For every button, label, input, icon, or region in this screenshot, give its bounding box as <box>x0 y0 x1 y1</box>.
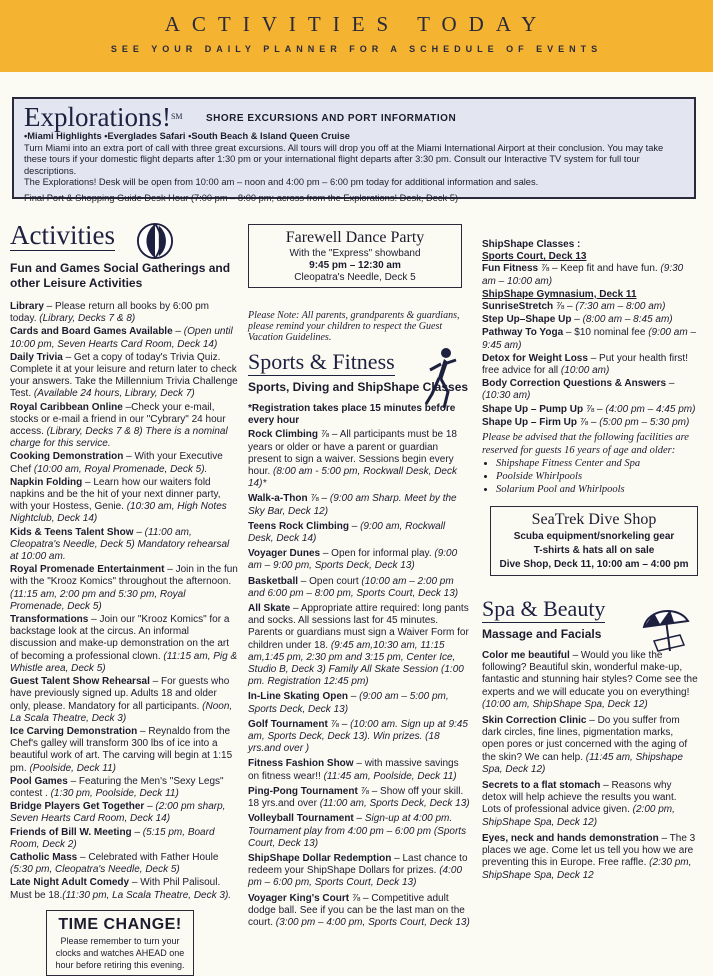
spa-subtitle: Massage and Facials <box>482 627 602 642</box>
item-name: Eyes, neck and hands demonstration <box>482 832 659 844</box>
explorations-body-2: The Explorations! Desk will be open from 10:00 am – noon and 4:00 pm – 6:00 pm today for additional information and sales. <box>24 177 539 188</box>
list-item <box>248 786 470 810</box>
item-info: (10:00 am. Sign up at 9:45 am, Sports Deck, Deck 13). Win prizes. (18 yrs.and over ) <box>248 718 468 755</box>
item-name: Body Correction Questions & Answers <box>482 378 667 390</box>
facilities-list <box>482 457 698 496</box>
item-info: (1:30 pm, Poolside, Deck 11) <box>47 787 179 799</box>
item-info: (4:00 pm – 4:45 pm) <box>605 403 696 415</box>
item-text: – The 3 places we age. Come let us tell you how we are preventing this in Europe. Free raffle. <box>482 832 696 869</box>
item-info: (10:00 am) <box>558 365 610 377</box>
item-name: SunriseStretch <box>482 301 554 313</box>
item-text: – $10 nominal fee <box>563 327 646 339</box>
item-name: Shape Up – Pump Up <box>482 403 584 415</box>
seatrek-title: SeaTrek Dive Shop <box>531 511 657 529</box>
item-text: – Celebrated with Father Houle <box>77 851 219 863</box>
item-info: (2:30 pm, ShipShape Spa, Deck 12 <box>482 857 692 881</box>
item-text: – Open for informal play. <box>320 548 432 560</box>
item-name: Ping-Pong Tournament <box>248 785 358 797</box>
list-item <box>10 301 238 325</box>
item-name: Royal Promenade Entertainment <box>10 564 165 576</box>
list-item <box>248 521 470 545</box>
list-item <box>10 564 238 613</box>
item-text: – With your Executive Chef <box>10 451 223 475</box>
item-info: (4:00 pm – 6:00 pm, Sports Court, Deck 13) <box>248 865 463 889</box>
item-info: (9:00 am – 9:00 pm, Sports Deck, Deck 13) <box>248 548 458 572</box>
list-item <box>10 827 238 851</box>
item-info: Sign-up at 4:00 pm. Tournament play from 4:00 pm – 6:00 pm (Sports Court, Deck 13) <box>248 813 467 849</box>
shipshape-title: ShipShape Classes : <box>482 239 581 250</box>
item-name: Skin Correction Clinic <box>482 715 587 727</box>
item-name: Golf Tournament <box>248 718 328 730</box>
shipshape-column <box>482 239 698 886</box>
list-item <box>10 402 238 451</box>
item-text: – <box>131 826 143 838</box>
list-item <box>10 877 238 901</box>
list-item <box>10 726 238 775</box>
item-text: – with massive savings on fitness wear!! <box>248 758 459 782</box>
item-name: Catholic Mass <box>10 851 78 863</box>
facility-item: • Poolside Whirlpools <box>496 470 698 483</box>
item-info: (10:00 am, Royal Promenade, Deck 5). <box>31 463 208 475</box>
item-name: Voyager King's Court <box>248 892 350 904</box>
list-item <box>10 326 238 350</box>
list-item <box>248 493 470 517</box>
item-text: – Please return all books by 6:00 pm today. <box>10 301 209 325</box>
list-item <box>10 776 238 800</box>
explorations-brand: Explorations!℠ <box>24 102 183 132</box>
sports-subtitle: Sports, Diving and ShipShape Classes <box>248 380 469 394</box>
item-text: – For guests who have previously signed up. Adults 18 and older only, please. Mandatory for all participants. <box>10 676 230 712</box>
item-info: (10:00 am, ShipShape Spa, Deck 12) <box>482 698 648 710</box>
registration-note: *Registration takes place 15 minutes before every hour <box>248 403 456 427</box>
activities-subtitle: Fun and Games Social Gatherings and other Leisure Activities <box>10 261 231 290</box>
page-subtitle: SEE YOUR DAILY PLANNER FOR A SCHEDULE OF EVENTS <box>110 44 603 54</box>
item-name: Color me beautiful <box>482 650 570 662</box>
item-text: ⅞ – All participants must be 18 years or older or have a parent or guardian present to sign a waiver. Sessions begin every hour. <box>248 429 457 478</box>
item-text: – <box>172 326 184 338</box>
item-info: (Library, Decks 7 & 8) <box>36 313 136 325</box>
list-item <box>482 314 698 326</box>
sports-column <box>248 224 470 932</box>
item-info: (8:00 am - 5:00 pm, Rockwall Desk, Deck 14)* <box>248 466 457 490</box>
item-info: (5:15 pm, Board Room, Deck 2) <box>10 826 215 850</box>
time-change-box <box>46 910 194 976</box>
page-title: ACTIVITIES TODAY <box>164 12 549 36</box>
shipshape-location-1: Sports Court, Deck 13 <box>482 251 587 263</box>
list-item <box>482 301 698 313</box>
item-text: – Learn how our waiters fold napkins and be the hit of your next dinner party, with your Hostess, Genie. <box>10 476 221 513</box>
activities-list <box>10 301 238 902</box>
item-text: – <box>666 378 675 390</box>
header-banner <box>0 0 713 72</box>
list-item <box>10 352 238 401</box>
item-name: Friends of Bill W. Meeting <box>10 826 132 838</box>
list-item <box>482 327 698 351</box>
seatrek-line-2: T-shirts & hats all on sale <box>533 545 655 557</box>
facility-item: • Shipshape Fitness Center and Spa <box>496 457 698 470</box>
farewell-line: With the "Express" showband <box>289 248 421 259</box>
item-info: (2:00 pm sharp, Seven Hearts Card Room, Deck 14) <box>10 801 226 825</box>
list-item <box>10 801 238 825</box>
seatrek-line-3: Dive Shop, Deck 11, 10:00 am – 4:00 pm <box>499 559 689 571</box>
item-info: (10:30 am) <box>482 390 531 402</box>
item-info: (7:30 am – 8:00 am) <box>575 301 666 313</box>
farewell-time: 9:45 pm – 12:30 am <box>309 260 401 271</box>
explorations-box <box>12 97 696 203</box>
item-name: Voyager Dunes <box>248 548 321 560</box>
item-name: ShipShape Dollar Redemption <box>248 852 392 864</box>
parents-note: Please Note: All parents, grandparents & guardians, please remind your children to respect the Guest Vacation Guidelines. <box>248 310 460 343</box>
list-item <box>10 451 238 475</box>
item-text: ⅞ – <box>307 493 330 505</box>
item-text: – Appropriate attire required: long pants and socks. All sessions last for 45 minutes. Parents or guardians must sign a Waiver Form for children under 18. <box>248 603 469 651</box>
list-item <box>248 813 470 850</box>
item-text: – With Phil Palisoul. Must be 18. <box>10 877 221 901</box>
item-info: (2:00 pm, ShipShape Spa, Deck 12) <box>482 804 675 828</box>
item-name: Walk-a-Thon <box>248 493 308 505</box>
list-item <box>482 833 698 882</box>
spa-title: Spa & Beauty <box>482 596 606 622</box>
item-name: Napkin Folding <box>10 476 83 488</box>
explorations-heading: SHORE EXCURSIONS AND PORT INFORMATION <box>206 113 457 124</box>
item-text: – <box>133 526 145 538</box>
item-name: Fun Fitness <box>482 263 539 275</box>
item-info: (9:00 am – 9:45 am) <box>482 327 697 351</box>
sports-title: Sports & Fitness <box>248 349 395 374</box>
farewell-venue: Cleopatra's Needle, Deck 5 <box>294 272 416 283</box>
item-name: Teens Rock Climbing <box>248 520 349 532</box>
item-text: ⅞ – Keep fit and have fun. <box>538 263 658 275</box>
activities-column <box>10 220 238 976</box>
item-text: – <box>348 691 360 703</box>
explorations-body-3: Final Port & Shopping Guide Desk Hour (7:00 pm – 8:00 pm; across from the Explorations! Desk, Deck 5) <box>24 192 459 203</box>
shipshape-location-2: ShipShape Gymnasium, Deck 11 <box>482 288 637 300</box>
item-name: Volleyball Tournament <box>248 813 354 825</box>
list-item <box>10 852 238 876</box>
item-text: – Join in the fun with the "Krooz Komics" throughout the afternoon. <box>10 564 238 588</box>
item-info: (9:30 am – 10:00 am) <box>482 263 684 287</box>
facilities-advisory: Please be advised that the following facilities are reserved for guests 16 years of age and older: <box>482 432 689 457</box>
list-item <box>248 719 470 756</box>
item-name: Cooking Demonstration <box>10 451 124 463</box>
item-name: Pool Games <box>10 775 68 787</box>
item-info: (11:15 am, 2:00 pm and 5:30 pm, Royal Promenade, Deck 5) <box>10 588 186 612</box>
list-item <box>482 263 698 287</box>
list-item <box>248 758 470 782</box>
item-info: (3:00 pm – 4:00 pm, Sports Court, Deck 13) <box>273 916 470 928</box>
item-name: Ice Carving Demonstration <box>10 725 138 737</box>
seatrek-line-1: Scuba equipment/snorkeling gear <box>513 531 675 543</box>
item-name: Basketball <box>248 575 299 587</box>
list-item <box>248 893 470 930</box>
list-item <box>10 527 238 564</box>
list-item <box>10 477 238 526</box>
item-text: ⅞ – <box>327 718 351 730</box>
list-item <box>10 614 238 675</box>
spa-list <box>482 650 698 882</box>
item-info: (5:00 pm – 5:30 pm) <box>599 416 690 428</box>
list-item <box>482 650 698 711</box>
activities-title: Activities <box>10 220 115 250</box>
item-name: Shape Up – Firm Up <box>482 416 578 428</box>
time-change-title: TIME CHANGE! <box>58 915 182 933</box>
item-name: Secrets to a flat stomach <box>482 780 601 792</box>
item-name: Royal Caribbean Online <box>10 401 123 413</box>
item-info: (Poolside, Deck 11) <box>26 762 116 774</box>
list-item <box>482 404 698 416</box>
item-name: Transformations <box>10 614 89 626</box>
time-change-text: Please remember to turn your clocks and watches AHEAD one hour before retiring this evening. <box>55 935 185 970</box>
item-text: ⅞ – <box>553 301 576 313</box>
item-text: ⅞ – <box>577 416 600 428</box>
item-name: Library <box>10 301 44 312</box>
item-info: (Noon, La Scala Theatre, Deck 3) <box>10 700 233 724</box>
list-item <box>248 691 470 715</box>
item-info: (5:30 pm, Cleopatra's Needle, Deck 5) <box>10 864 180 876</box>
item-name: Pathway To Yoga <box>482 327 564 339</box>
farewell-title: Farewell Dance Party <box>285 229 425 246</box>
item-text: – Get a copy of today's Trivia Quiz. Complete it at your leisure and return later to check your answers. Take the Millennium Trivia Challenge Test. <box>10 351 238 400</box>
item-info: (11:15 am, Pig & Whistle area, Deck 5) <box>10 650 238 674</box>
item-text: ⅞ – <box>583 403 606 415</box>
item-text: – <box>571 314 583 326</box>
item-name: Rock Climbing <box>248 429 319 441</box>
item-text: – Featuring the Men's "Sexy Legs" contest . <box>10 775 224 799</box>
item-text: – <box>144 801 156 813</box>
explorations-highlights: •Miami Highlights •Everglades Safari •South Beach & Island Queen Cruise <box>24 131 350 141</box>
item-name: Step Up–Shape Up <box>482 314 572 326</box>
item-text: ⅞ – Competitive adult dodge ball. See if you can be the last man on the court. <box>248 892 465 928</box>
item-text: – <box>348 520 361 532</box>
item-text: – Join our "Krooz Komics" for a backstage look at the circus. An informal discussion and make-up demonstration on the art of becoming a professional clown. <box>10 614 230 662</box>
item-text: –Check your e-mail, stocks or e-mail a friend in our "Cybrary" 24 hour access. <box>10 401 226 438</box>
item-info: (Library, Decks 7 & 8) There is a nominal charge for this service. <box>10 426 228 450</box>
item-name: All Skate <box>248 603 291 615</box>
item-name: Fitness Fashion Show <box>248 758 354 770</box>
list-item <box>482 353 698 377</box>
item-name: In-Line Skating Open <box>248 691 349 703</box>
list-item <box>482 715 698 776</box>
item-info: (11:45 am, Shipshape Spa, Deck 12) <box>482 751 683 775</box>
list-item <box>248 603 470 688</box>
item-info: (11:00 am, Cleopatra's Needle, Deck 5) Mandatory rehearsal at 10:00 am. <box>10 526 230 563</box>
item-info: (8:00 am – 8:45 am) <box>582 314 673 326</box>
item-text: – Reynaldo from the Chef's galley will transform 300 lbs of ice into a beautiful work of art. The carving will begin at 1:15 pm. <box>10 725 233 774</box>
shipshape-list-1 <box>482 263 698 287</box>
list-item <box>248 548 470 572</box>
farewell-box <box>248 224 462 288</box>
item-text: – Do you suffer from dark circles, fine lines, pigmentation marks, open pores or just concerned with the aging of the skin? We can help. <box>482 715 688 763</box>
item-name: Detox for Weight Loss <box>482 352 588 364</box>
item-text: – <box>353 813 365 825</box>
item-text: – Reasons why detox will help achieve the results you want. Lots of professional advice given. <box>482 780 677 816</box>
item-info: (11:00 am, Sports Deck, Deck 13) <box>316 798 470 810</box>
item-info: (9:00 am, Rockwall Desk, Deck 14) <box>248 520 446 545</box>
beach-ball-icon <box>136 222 174 260</box>
item-name: Kids & Teens Talent Show <box>10 526 134 538</box>
item-info: (10:30 am, High Notes Nightclub, Deck 14) <box>10 501 227 525</box>
item-name: Cards and Board Games Available <box>10 326 173 338</box>
list-item <box>248 853 470 890</box>
list-item <box>482 378 698 402</box>
item-info: (11:30 pm, La Scala Theatre, Deck 3). <box>62 889 232 901</box>
item-text: – Would you like the following? Beautiful skin, wonderful make-up, fantastic and stunning hair styles? Come see the experts and we will educate you on everything! <box>482 650 698 698</box>
seatrek-box <box>490 506 698 576</box>
item-text: – Put your health first! free advice for all <box>482 352 688 377</box>
item-text: – Last chance to redeem your ShipShape Dollars for prizes. <box>248 852 468 877</box>
facility-item: • Solarium Pool and Whirlpools <box>496 483 698 496</box>
runner-icon <box>422 346 462 412</box>
item-info: (Open until 10:00 pm, Seven Hearts Card Room, Deck 14) <box>10 326 233 350</box>
item-info: (9:00 am Sharp. Meet by the Sky Bar, Deck 12) <box>248 493 457 517</box>
list-item <box>482 417 698 429</box>
item-name: Daily Trivia <box>10 351 63 363</box>
item-name: Late Night Adult Comedy <box>10 877 130 889</box>
item-text: – Open court <box>298 575 359 587</box>
item-name: Guest Talent Show Rehearsal <box>10 676 150 688</box>
sports-list <box>248 429 470 929</box>
list-item <box>10 676 238 725</box>
item-info: (9:45 am,10:30 am, 11:15 am,1:45 pm, 2:30 pm and 3:15 pm, Center Ice, Studio B, Deck 3) Family All Skate Session (1:00 pm. Registration 12:45 pm) <box>248 639 464 688</box>
item-info: (11:45 am, Poolside, Deck 11) <box>320 770 457 782</box>
explorations-body-1: Turn Miami into an extra port of call with three great excursions. All tours will drop you off at the Miami International Airport at their conclusion. You may take these tours if your domestic flight departs after 1:30 pm or your international flight departs after 3:30 pm. Consult our Interactive TV system for full tour descriptions. <box>24 142 664 176</box>
shipshape-list-2 <box>482 301 698 429</box>
list-item <box>248 429 470 490</box>
umbrella-icon <box>640 605 692 653</box>
item-info: (Available 24 hours, Library, Deck 7) <box>31 388 195 400</box>
list-item <box>482 780 698 829</box>
item-text: ⅞ – Show off your skill. 18 yrs.and over <box>248 785 464 810</box>
list-item <box>248 576 470 600</box>
item-name: Bridge Players Get Together <box>10 801 145 813</box>
item-info: (10:00 am – 2:00 pm and 6:00 pm – 8:00 pm, Sports Court, Deck 13) <box>248 575 459 599</box>
item-info: (9:00 am – 5:00 pm, Sports Deck, Deck 13) <box>248 691 449 715</box>
